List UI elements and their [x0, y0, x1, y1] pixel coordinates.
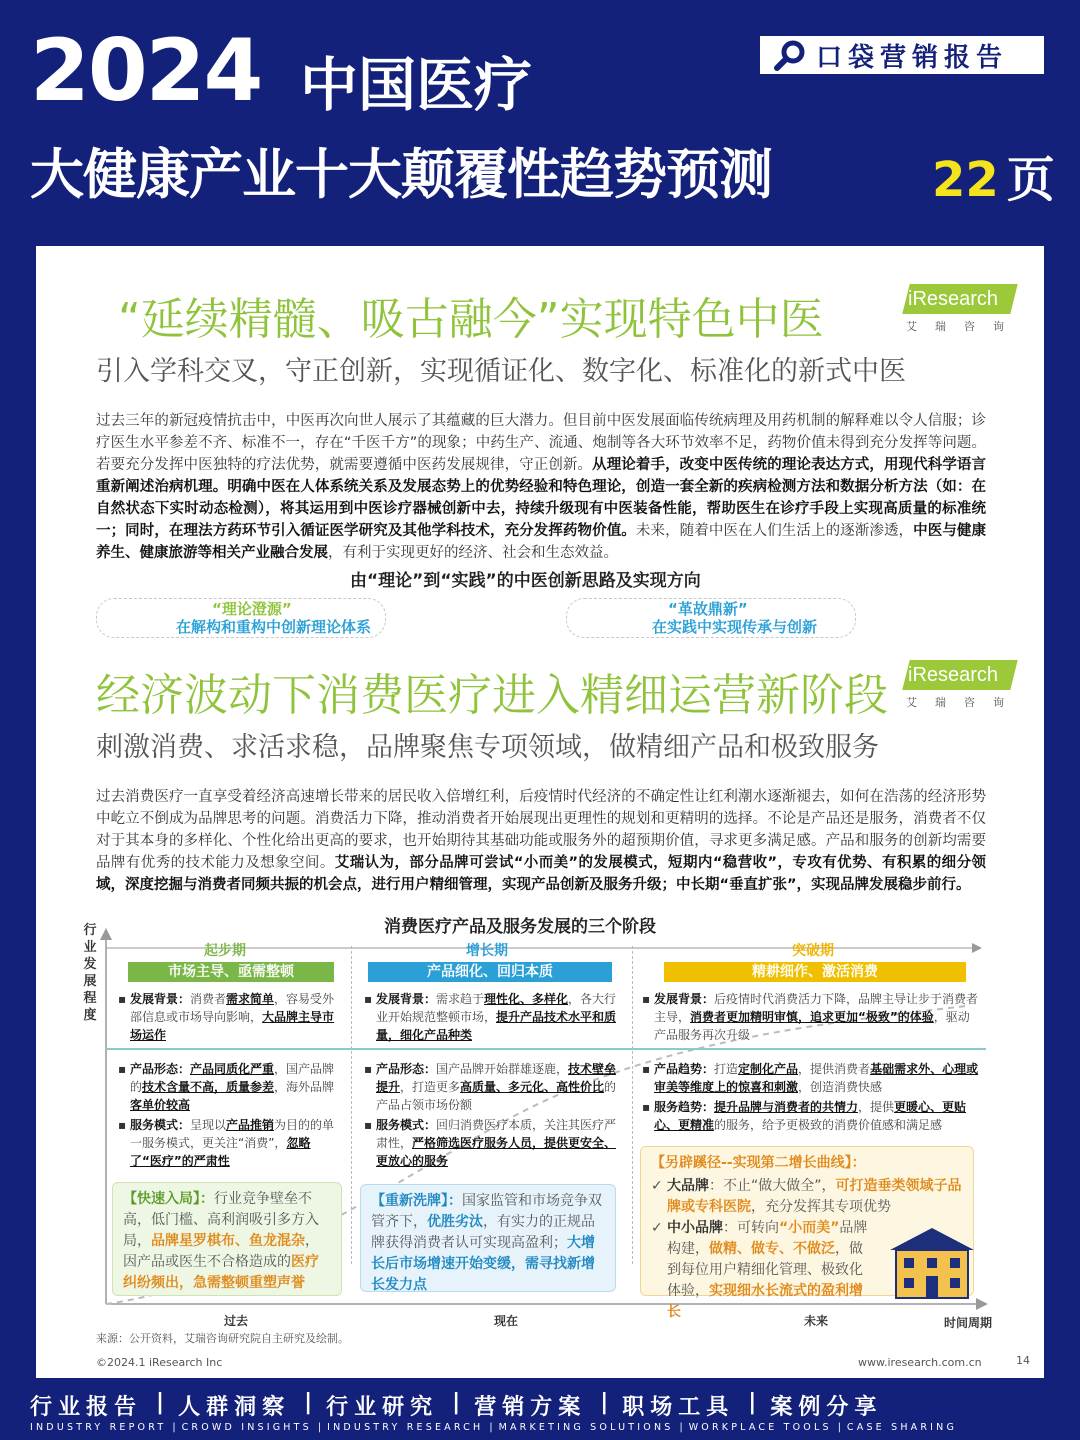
- page-number: 14: [1016, 1354, 1030, 1367]
- figure2-source: 来源：公开资料，艾瑞咨询研究院自主研究及绘制。: [96, 1332, 349, 1345]
- fig1-left-sub: 在解构和重构中创新理论体系: [176, 618, 372, 636]
- section2-title: 经济波动下消费医疗进入精细运营新阶段: [96, 670, 888, 721]
- stage-divider-line: [106, 1048, 986, 1050]
- category-en-2: CROWD INSIGHTS: [181, 1422, 312, 1433]
- header-pages: [932, 152, 1055, 208]
- category-list-en: INDUSTRY REPORT | CROWD INSIGHTS | INDUSTRY RESEARCH | MARKETING SOLUTIONS | WORKPLACE TOOLS | CASE SHARING: [30, 1422, 958, 1433]
- bottom-category-bar: [0, 1388, 1080, 1440]
- brand-badge: [760, 36, 1044, 74]
- stage2-band: 产品细化、回归本质: [368, 962, 612, 982]
- category-list: 行业报告 | 人群洞察 | 行业研究 | 营销方案 | 职场工具 | 案例分享: [30, 1390, 883, 1420]
- section1-title: “延续精髓、吸古融今”实现特色中医: [118, 294, 824, 345]
- section1-paragraph: 过去三年的新冠疫情抗击中，中医再次向世人展示了其蕴藏的巨大潜力。但目前中医发展面临传统病理及用药机制的解释难以令人信服；诊疗医生水平参差不齐、标准不一，存在“千医千方”的现象；中药生产、流通、炮制等各大环节效率不足，药物价值未得到充分发挥等问题。若要充分发挥中医独特的疗法优势，就需要遵循中医药发展规律，守正创新。从理论着手，改变中医传统的理论表达方式，用现代科学语言重新阐述治病机理。明确中医在人体系统关系及发展态势上的优势经验和特色理论，创造一套全新的疾病检测方法和数据分析方法（如：在自然状态下实时动态检测），将其运用到中医诊疗器械创新中去，持续升级现有中医装备性能，帮助医生在诊疗手段上实现高质量的标准统一；同时，在理法方药环节引入循证医学研究及其他学科技术，充分发挥药物价值。未来，随着中医在人们生活上的逐渐渗透，中医与健康养生、健康旅游等相关产业融合发展，有利于实现更好的经济、社会和生态效益。: [96, 413, 987, 561]
- category-case-sharing[interactable]: 案例分享: [770, 1395, 883, 1420]
- iresearch-logo-2: iResearch 艾瑞咨询: [906, 660, 1016, 712]
- copyright: ©2024.1 iResearch Inc: [96, 1356, 223, 1369]
- category-en-6: CASE SHARING: [846, 1422, 958, 1433]
- website: www.iresearch.com.cn: [858, 1356, 982, 1369]
- stage1-product: ▪ 产品形态：产品同质化严重，国产品牌的技术含量不高，质量参差，海外品牌客单价较高 ▪ 服务模式：呈现以产品推销为目的的单一服务模式，更关注“消费”，忽略了“医疗”的严肃性: [118, 1062, 335, 1168]
- section2-paragraph: 过去消费医疗一直享受着经济高速增长带来的居民收入倍增红利，后疫情时代经济的不确定性让红利潮水逐渐褪去，如何在浩荡的经济形势中屹立不倒成为品牌思考的问题。消费活力下降，推动消费者开始展现出更理性的规划和更精明的选择。不论是产品还是服务，消费者不仅对于其本身的多样化、个性化给出更高的要求，也开始期待其基础功能或服务外的超预期价值，寻求更多满足感。产品和服务的创新均需要品牌有优秀的技术能力及想象空间。艾瑞认为，部分品牌可尝试“小而美”的发展模式，短期内“稳营收”，专攻有优势、有积累的细分领域，深度挖掘与消费者同频共振的机会点，进行用户精细管理，实现产品创新及服务升级；中长期“垂直扩张”，实现品牌发展稳步前行。: [96, 789, 986, 893]
- stage1-summary-box: 【快速入局】：行业竞争壁垒不高，低门槛、高利润吸引多方入局，品牌星罗棋布、鱼龙混杂，因产品或医生不合格造成的医疗纠纷频出，急需整顿重塑声誉: [112, 1182, 342, 1296]
- fig1-right-heading: “革故鼎新”: [668, 600, 748, 618]
- pages-unit: 页: [1006, 152, 1055, 208]
- stage3-summary-box: 【另辟蹊径--实现第二增长曲线】： ✓ 大品牌：不止“做大做全”，可打造垂类领域子品牌或专科医院，充分发挥其专项优势 ✓ 中小品牌：可转向“小而美”品牌构建，做精、做专、不做泛，做到每位用户精细化管理、极致化体验，实现细水长流式的盈利增长: [640, 1146, 974, 1296]
- stage1-band: 市场主导、亟需整顿: [128, 962, 334, 982]
- search-icon: [774, 40, 810, 70]
- figure2-title: 消费医疗产品及服务发展的三个阶段: [384, 917, 656, 937]
- stage3-name: 突破期: [792, 943, 834, 959]
- stage3-product: ▪ 产品趋势：打造定制化产品，提供消费者基础需求外、心理或审美等维度上的惊喜和刺激，创造消费快感 ▪ 服务趋势：提升品牌与消费者的共情力，提供更暖心、更贴心、更精准的服务，给予更极致的消费价值感和满足感: [642, 1062, 979, 1132]
- category-crowd-insights[interactable]: 人群洞察: [178, 1395, 291, 1420]
- building-icon: [886, 1226, 978, 1300]
- stage2-summary-box: 【重新洗牌】：国家监管和市场竞争双管齐下，优胜劣汰，有实力的正规品牌获得消费者认可实现高盈利；大增长后市场增速开始变缓，需寻找新增长发力点: [360, 1184, 616, 1292]
- x-axis-label: 时间周期: [944, 1316, 993, 1330]
- section2-subtitle: 刺激消费、求活求稳，品牌聚焦专项领域，做精细产品和极致服务: [96, 732, 879, 763]
- header-title-top: 中国医疗: [300, 51, 533, 119]
- category-workplace-tools[interactable]: 职场工具: [622, 1395, 735, 1420]
- category-en-5: WORKPLACE TOOLS: [688, 1422, 832, 1433]
- category-industry-research[interactable]: 行业研究: [326, 1395, 439, 1420]
- section1-subtitle: 引入学科交叉，守正创新，实现循证化、数字化、标准化的新式中医: [96, 356, 906, 387]
- stage1-background: ▪ 发展背景：消费者需求简单，容易受外部信息或市场导向影响，大品牌主导市场运作: [118, 992, 335, 1042]
- category-marketing-solutions[interactable]: 营销方案: [474, 1395, 587, 1420]
- x-label-future: 未来: [804, 1314, 829, 1328]
- y-axis-label: 行业发展程度: [83, 923, 97, 1023]
- stage3-background: ▪ 发展背景：后疫情时代消费活力下降，品牌主导让步于消费者主导，消费者更加精明审慎，追求更加“极致”的体验，驱动产品服务再次升级: [642, 992, 979, 1042]
- report-page: [36, 246, 1044, 1378]
- stage2-background: ▪ 发展背景：需求趋于理性化、多样化，各大行业开始规范整顿市场，提升产品技术水平和质量，细化产品种类: [364, 992, 617, 1042]
- stage-separator-2: [632, 946, 633, 1264]
- category-en-3: INDUSTRY RESEARCH: [327, 1422, 484, 1433]
- header-title-sub: 大健康产业十大颠覆性趋势预测: [30, 143, 772, 206]
- fig1-right-sub: 在实践中实现传承与创新: [652, 618, 818, 636]
- x-label-past: 过去: [224, 1314, 249, 1328]
- stage2-product: ▪ 产品形态：国产品牌开始群雄逐鹿，技术壁垒提升，打造更多高质量、多元化、高性价比的产品占领市场份额 ▪ 服务模式：回归消费医疗本质，关注其医疗严肃性，严格筛选医疗服务人员，提供更安全、更放心的服务: [364, 1062, 617, 1168]
- iresearch-logo: iResearch 艾瑞咨询: [906, 284, 1016, 336]
- category-en-1: INDUSTRY REPORT: [30, 1422, 167, 1433]
- category-industry-report[interactable]: 行业报告: [30, 1395, 143, 1420]
- fig1-left-heading: “理论澄源”: [212, 600, 292, 618]
- x-label-now: 现在: [494, 1314, 519, 1328]
- figure1-title: 由“理论”到“实践”的中医创新思路及实现方向: [350, 571, 701, 591]
- stage3-band: 精耕细作、激活消费: [664, 962, 966, 982]
- header-year: 2024: [30, 21, 262, 121]
- category-en-4: MARKETING SOLUTIONS: [498, 1422, 674, 1433]
- stage-separator-1: [351, 946, 352, 1264]
- stage1-name: 起步期: [204, 943, 246, 959]
- stage2-name: 增长期: [466, 943, 508, 959]
- pages-number: 22: [932, 152, 999, 208]
- brand-name: 口袋营销报告: [816, 42, 1009, 73]
